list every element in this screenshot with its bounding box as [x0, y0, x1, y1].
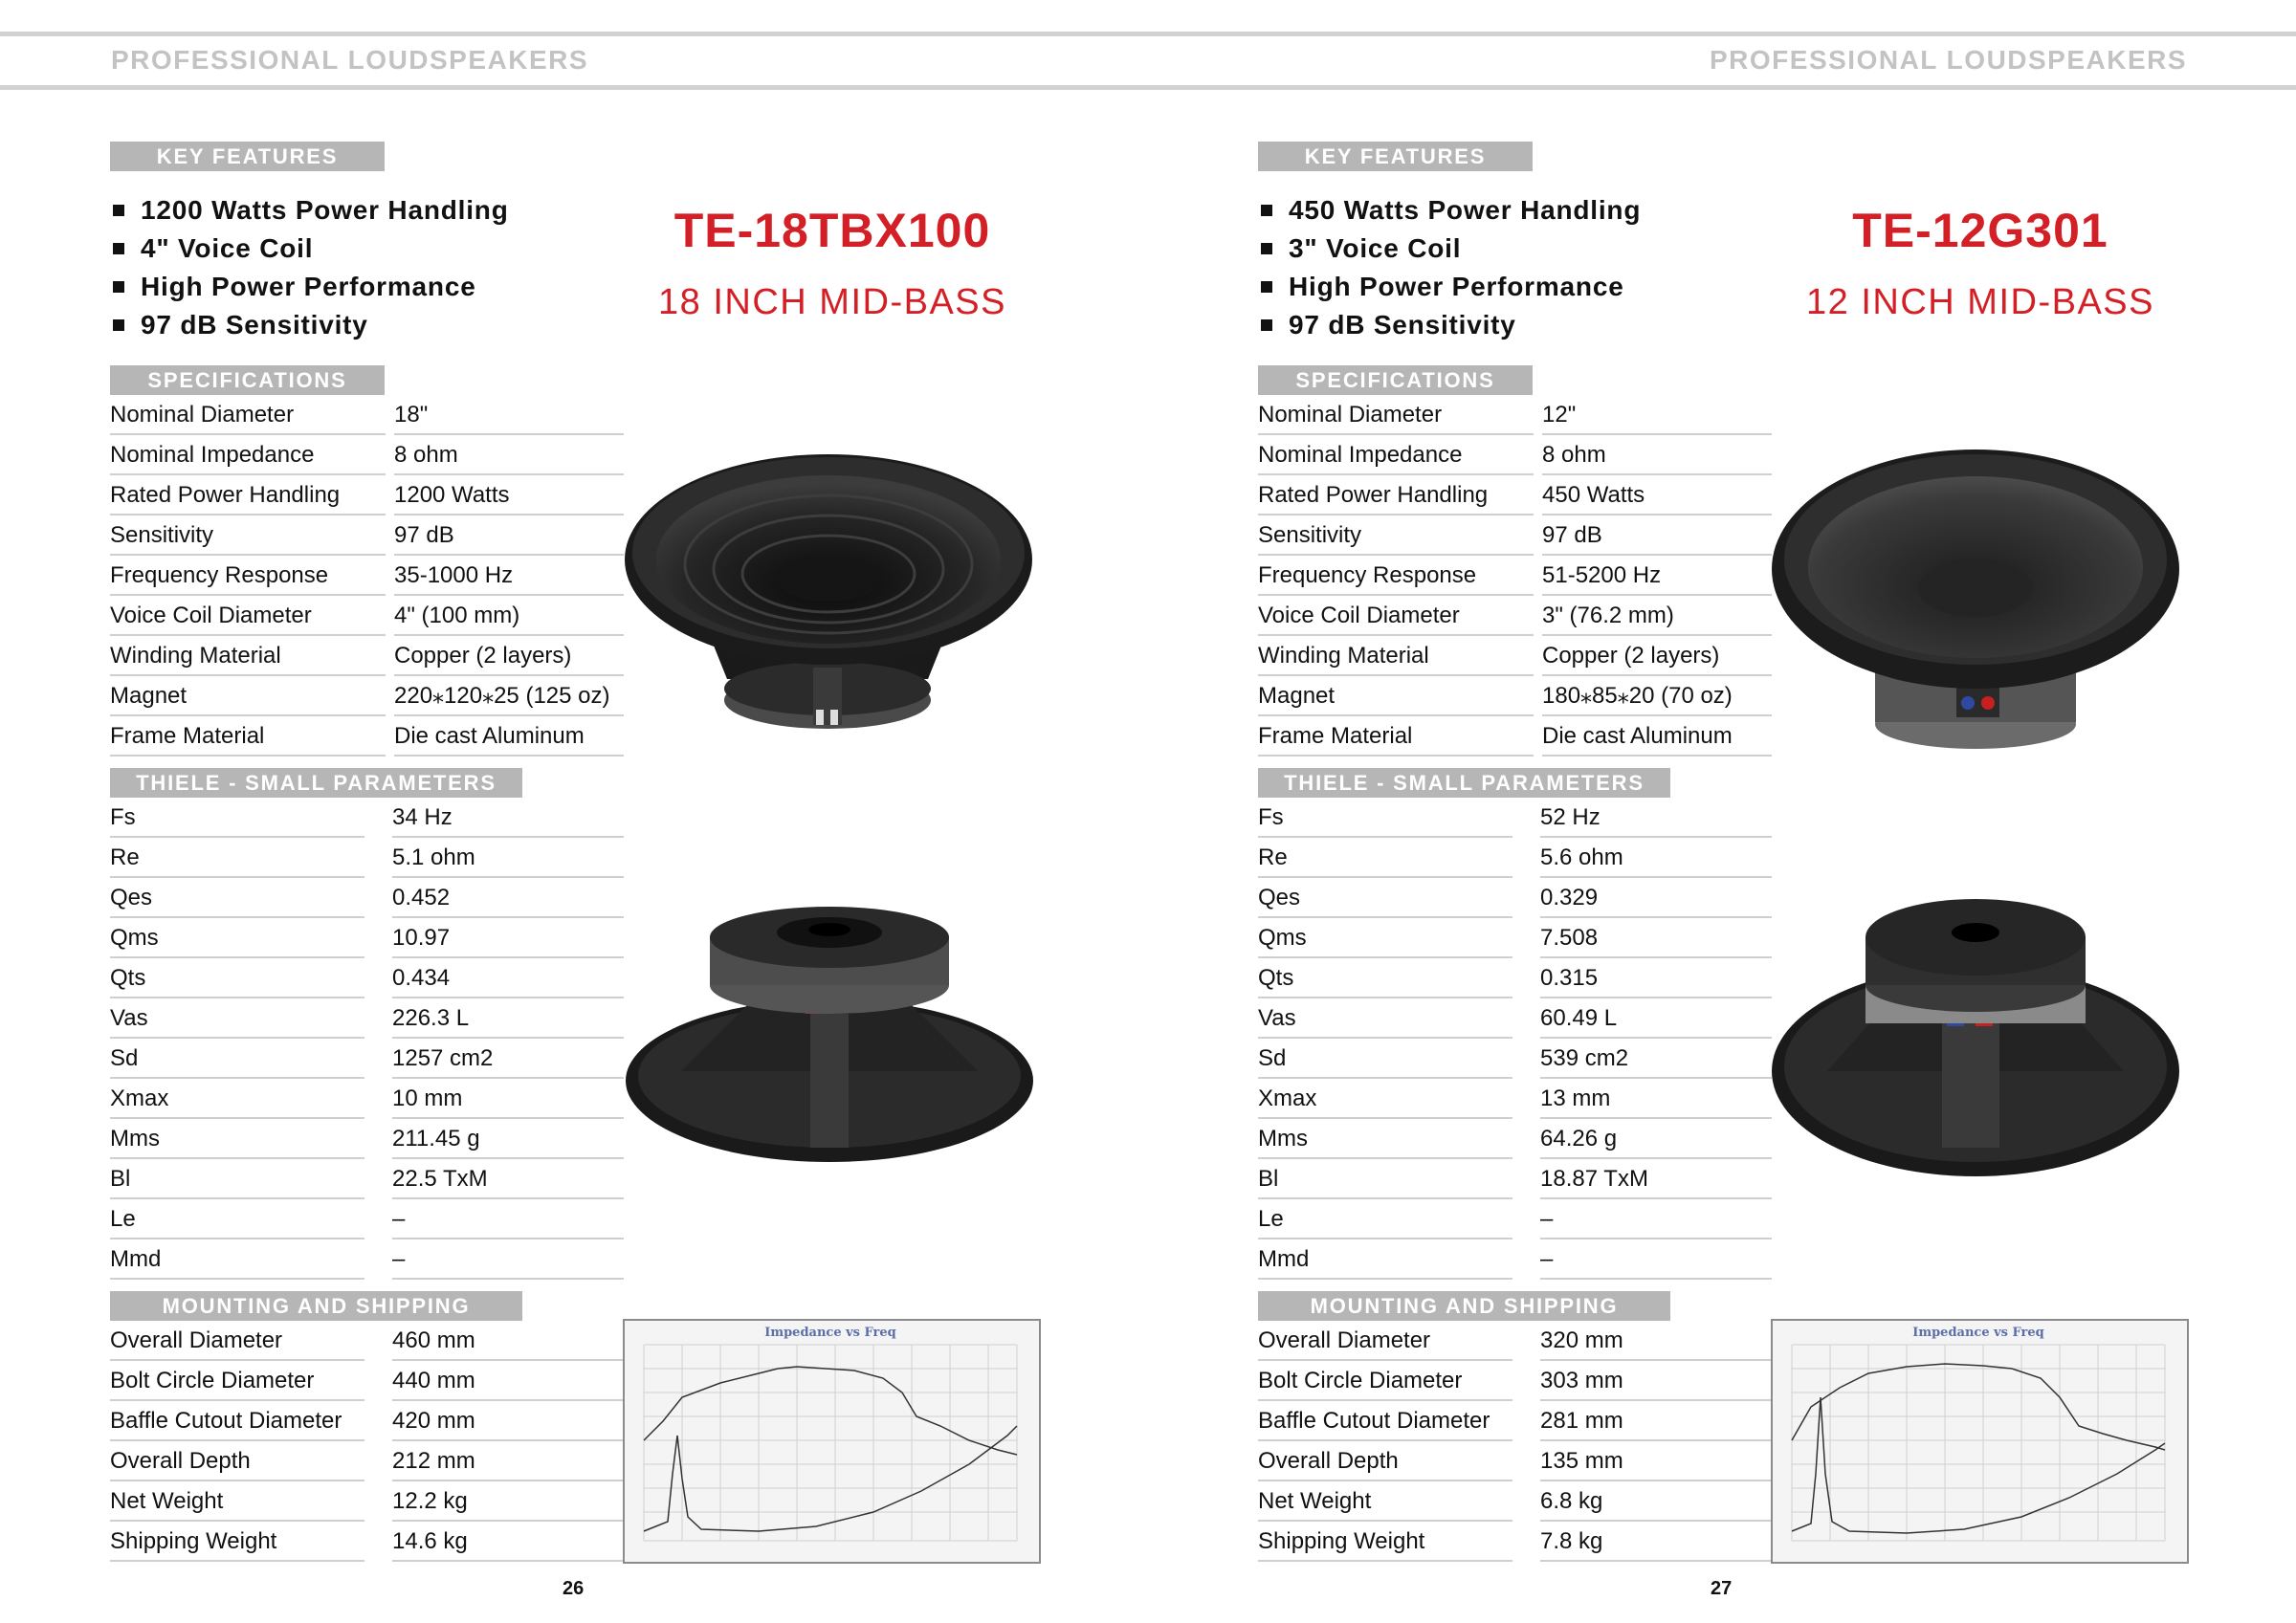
- graph-title: Impedance vs Freq: [764, 1326, 896, 1340]
- speaker-front-photo: [1770, 445, 2181, 756]
- table-row: [1258, 998, 1772, 1038]
- running-head-left: PROFESSIONAL LOUDSPEAKERS: [111, 45, 589, 75]
- param-value: 13 mm: [1540, 1078, 1772, 1119]
- feature-item: [1258, 191, 1794, 230]
- table-row: [110, 474, 624, 515]
- spec-label: Nominal Impedance: [110, 434, 386, 475]
- bullet-icon: [113, 319, 124, 331]
- param-value: 1257 cm2: [392, 1038, 624, 1079]
- param-label: Re: [1258, 837, 1512, 878]
- key-features-header: KEY FEATURES: [110, 142, 385, 171]
- spec-value: 18": [394, 394, 624, 435]
- spec-value: 3" (76.2 mm): [1542, 595, 1772, 636]
- param-label: Le: [110, 1198, 364, 1239]
- table-row: [110, 1038, 624, 1078]
- table-row: [110, 917, 624, 957]
- table-row: [1258, 877, 1772, 917]
- table-row: [1258, 1480, 1772, 1521]
- table-row: [1258, 797, 1772, 837]
- table-row: [1258, 555, 1772, 595]
- thiele-small-header: THIELE - SMALL PARAMETERS: [1258, 768, 1670, 798]
- param-value: 22.5 TxM: [392, 1158, 624, 1199]
- feature-item: [1258, 306, 1794, 344]
- mount-label: Overall Depth: [1258, 1440, 1512, 1481]
- spec-value: 8 ohm: [1542, 434, 1772, 475]
- param-label: Mmd: [1258, 1239, 1512, 1280]
- table-row: [110, 1360, 624, 1400]
- page-number: 27: [1711, 1578, 1733, 1599]
- thiele-small-table: [1258, 797, 1772, 1279]
- spec-label: Rated Power Handling: [1258, 474, 1534, 515]
- param-value: 5.1 ohm: [392, 837, 624, 878]
- spec-label: Frame Material: [110, 715, 386, 757]
- spec-label: Magnet: [1258, 675, 1534, 716]
- bullet-icon: [1261, 281, 1272, 293]
- table-row: [1258, 675, 1772, 715]
- spec-label: Voice Coil Diameter: [1258, 595, 1534, 636]
- bullet-icon: [113, 281, 124, 293]
- spec-value: Die cast Aluminum: [394, 715, 624, 757]
- impedance-graph-svg: [625, 1321, 1039, 1562]
- features-list: [1258, 191, 1794, 344]
- mount-label: Shipping Weight: [1258, 1521, 1512, 1562]
- mounting-table: [110, 1320, 624, 1561]
- running-head-right: PROFESSIONAL LOUDSPEAKERS: [1710, 45, 2188, 75]
- impedance-graph: [1771, 1319, 2189, 1564]
- specifications-header: SPECIFICATIONS: [110, 365, 385, 395]
- mount-label: Baffle Cutout Diameter: [110, 1400, 364, 1441]
- param-label: Qes: [1258, 877, 1512, 918]
- table-row: [110, 715, 624, 756]
- mount-label: Net Weight: [110, 1480, 364, 1522]
- feature-text: High Power Performance: [141, 272, 476, 301]
- speaker-front-photo: [622, 450, 1035, 736]
- table-row: [110, 1078, 624, 1118]
- param-value: 10.97: [392, 917, 624, 958]
- table-row: [110, 1239, 624, 1279]
- spec-label: Voice Coil Diameter: [110, 595, 386, 636]
- mount-label: Overall Diameter: [110, 1320, 364, 1361]
- param-value: –: [1540, 1239, 1772, 1280]
- param-value: –: [392, 1198, 624, 1239]
- param-value: 0.329: [1540, 877, 1772, 918]
- spec-value: 97 dB: [394, 515, 624, 556]
- param-label: Fs: [1258, 797, 1512, 838]
- table-row: [110, 675, 624, 715]
- graph-title: Impedance vs Freq: [1912, 1326, 2044, 1340]
- spec-label: Rated Power Handling: [110, 474, 386, 515]
- param-label: Qes: [110, 877, 364, 918]
- feature-item: [110, 306, 646, 344]
- table-row: [1258, 1400, 1772, 1440]
- table-row: [110, 1118, 624, 1158]
- table-row: [110, 515, 624, 555]
- spec-value: 97 dB: [1542, 515, 1772, 556]
- table-row: [1258, 1158, 1772, 1198]
- table-row: [110, 1400, 624, 1440]
- specifications-table: [1258, 394, 1772, 756]
- table-row: [1258, 715, 1772, 756]
- spec-value: 180⁎85⁎20 (70 oz): [1542, 675, 1772, 716]
- mount-label: Overall Diameter: [1258, 1320, 1512, 1361]
- param-value: 64.26 g: [1540, 1118, 1772, 1159]
- thiele-small-table: [110, 797, 624, 1279]
- table-row: [1258, 595, 1772, 635]
- spec-label: Frequency Response: [1258, 555, 1534, 596]
- param-value: 226.3 L: [392, 998, 624, 1039]
- mount-value: 14.6 kg: [392, 1521, 624, 1562]
- param-label: Sd: [110, 1038, 364, 1079]
- mount-label: Overall Depth: [110, 1440, 364, 1481]
- param-label: Re: [110, 837, 364, 878]
- spec-label: Winding Material: [110, 635, 386, 676]
- speaker-rear-photo: [624, 880, 1035, 1167]
- mount-value: 460 mm: [392, 1320, 624, 1361]
- table-row: [1258, 635, 1772, 675]
- param-label: Xmax: [110, 1078, 364, 1119]
- param-value: 539 cm2: [1540, 1038, 1772, 1079]
- mount-value: 6.8 kg: [1540, 1480, 1772, 1522]
- impedance-graph-svg: [1773, 1321, 2187, 1562]
- param-label: Le: [1258, 1198, 1512, 1239]
- model-name: TE-18TBX100: [673, 204, 991, 257]
- table-row: [1258, 1360, 1772, 1400]
- param-value: 18.87 TxM: [1540, 1158, 1772, 1199]
- table-row: [110, 1480, 624, 1521]
- spec-value: 450 Watts: [1542, 474, 1772, 515]
- table-row: [1258, 1320, 1772, 1360]
- mounting-header: MOUNTING AND SHIPPING: [110, 1291, 522, 1321]
- param-value: 211.45 g: [392, 1118, 624, 1159]
- spec-label: Magnet: [110, 675, 386, 716]
- spec-label: Nominal Diameter: [110, 394, 386, 435]
- table-row: [110, 957, 624, 998]
- table-row: [1258, 1118, 1772, 1158]
- spec-value: Copper (2 layers): [394, 635, 624, 676]
- mount-label: Net Weight: [1258, 1480, 1512, 1522]
- spec-value: 4" (100 mm): [394, 595, 624, 636]
- param-value: –: [392, 1239, 624, 1280]
- feature-text: 450 Watts Power Handling: [1289, 195, 1642, 225]
- feature-text: 3" Voice Coil: [1289, 233, 1462, 263]
- model-subtitle: 12 INCH MID-BASS: [1806, 282, 2154, 322]
- param-label: Bl: [1258, 1158, 1512, 1199]
- table-row: [110, 555, 624, 595]
- param-label: Qms: [110, 917, 364, 958]
- spec-value: 8 ohm: [394, 434, 624, 475]
- specifications-table: [110, 394, 624, 756]
- key-features-header: KEY FEATURES: [1258, 142, 1533, 171]
- param-value: 0.315: [1540, 957, 1772, 998]
- spec-label: Nominal Impedance: [1258, 434, 1534, 475]
- param-label: Mms: [110, 1118, 364, 1159]
- param-value: 0.452: [392, 877, 624, 918]
- spec-value: 1200 Watts: [394, 474, 624, 515]
- feature-text: 4" Voice Coil: [141, 233, 314, 263]
- param-label: Sd: [1258, 1038, 1512, 1079]
- mount-value: 281 mm: [1540, 1400, 1772, 1441]
- spec-value: Copper (2 layers): [1542, 635, 1772, 676]
- param-value: –: [1540, 1198, 1772, 1239]
- speaker-rear-photo: [1770, 880, 2181, 1181]
- table-row: [1258, 1038, 1772, 1078]
- table-row: [1258, 1440, 1772, 1480]
- spec-value: Die cast Aluminum: [1542, 715, 1772, 757]
- mount-value: 420 mm: [392, 1400, 624, 1441]
- param-label: Bl: [110, 1158, 364, 1199]
- mount-value: 7.8 kg: [1540, 1521, 1772, 1562]
- table-row: [1258, 434, 1772, 474]
- param-label: Qts: [110, 957, 364, 998]
- param-label: Vas: [110, 998, 364, 1039]
- param-label: Qms: [1258, 917, 1512, 958]
- param-value: 0.434: [392, 957, 624, 998]
- page-number: 26: [563, 1578, 585, 1599]
- spec-value: 51-5200 Hz: [1542, 555, 1772, 596]
- table-row: [1258, 474, 1772, 515]
- mount-label: Baffle Cutout Diameter: [1258, 1400, 1512, 1441]
- spec-value: 35-1000 Hz: [394, 555, 624, 596]
- param-value: 7.508: [1540, 917, 1772, 958]
- spec-label: Nominal Diameter: [1258, 394, 1534, 435]
- mount-value: 320 mm: [1540, 1320, 1772, 1361]
- feature-item: [110, 191, 646, 230]
- model-name: TE-12G301: [1852, 204, 2108, 257]
- table-row: [110, 595, 624, 635]
- bullet-icon: [1261, 243, 1272, 254]
- param-label: Mmd: [110, 1239, 364, 1280]
- mount-value: 212 mm: [392, 1440, 624, 1481]
- spec-label: Sensitivity: [110, 515, 386, 556]
- feature-item: [1258, 268, 1794, 306]
- table-row: [110, 1198, 624, 1239]
- table-row: [1258, 957, 1772, 998]
- mount-value: 12.2 kg: [392, 1480, 624, 1522]
- table-row: [110, 998, 624, 1038]
- param-value: 5.6 ohm: [1540, 837, 1772, 878]
- table-row: [110, 1158, 624, 1198]
- feature-text: High Power Performance: [1289, 272, 1624, 301]
- feature-item: [110, 230, 646, 268]
- table-row: [1258, 837, 1772, 877]
- table-row: [110, 797, 624, 837]
- bullet-icon: [1261, 319, 1272, 331]
- bullet-icon: [113, 205, 124, 216]
- param-label: Fs: [110, 797, 364, 838]
- bullet-icon: [1261, 205, 1272, 216]
- spec-label: Frequency Response: [110, 555, 386, 596]
- table-row: [1258, 1078, 1772, 1118]
- spec-value: 12": [1542, 394, 1772, 435]
- features-list: [110, 191, 646, 344]
- mounting-header: MOUNTING AND SHIPPING: [1258, 1291, 1670, 1321]
- table-row: [1258, 394, 1772, 434]
- mount-value: 440 mm: [392, 1360, 624, 1401]
- table-row: [1258, 1198, 1772, 1239]
- feature-text: 97 dB Sensitivity: [1289, 310, 1516, 340]
- mount-value: 135 mm: [1540, 1440, 1772, 1481]
- feature-item: [1258, 230, 1794, 268]
- table-row: [110, 1521, 624, 1561]
- table-row: [110, 877, 624, 917]
- table-row: [1258, 515, 1772, 555]
- mount-value: 303 mm: [1540, 1360, 1772, 1401]
- mount-label: Bolt Circle Diameter: [110, 1360, 364, 1401]
- param-value: 60.49 L: [1540, 998, 1772, 1039]
- mount-label: Shipping Weight: [110, 1521, 364, 1562]
- specifications-header: SPECIFICATIONS: [1258, 365, 1533, 395]
- mount-label: Bolt Circle Diameter: [1258, 1360, 1512, 1401]
- param-value: 34 Hz: [392, 797, 624, 838]
- param-label: Mms: [1258, 1118, 1512, 1159]
- page-27: [1148, 0, 2296, 1623]
- mounting-table: [1258, 1320, 1772, 1561]
- feature-text: 1200 Watts Power Handling: [141, 195, 509, 225]
- table-row: [110, 1320, 624, 1360]
- table-row: [110, 394, 624, 434]
- param-value: 10 mm: [392, 1078, 624, 1119]
- model-subtitle: 18 INCH MID-BASS: [658, 282, 1006, 322]
- table-row: [1258, 1239, 1772, 1279]
- feature-item: [110, 268, 646, 306]
- spec-label: Sensitivity: [1258, 515, 1534, 556]
- table-row: [110, 434, 624, 474]
- param-label: Xmax: [1258, 1078, 1512, 1119]
- feature-text: 97 dB Sensitivity: [141, 310, 368, 340]
- param-label: Qts: [1258, 957, 1512, 998]
- param-label: Vas: [1258, 998, 1512, 1039]
- impedance-graph: [623, 1319, 1041, 1564]
- spec-label: Frame Material: [1258, 715, 1534, 757]
- table-row: [1258, 1521, 1772, 1561]
- param-value: 52 Hz: [1540, 797, 1772, 838]
- table-row: [110, 837, 624, 877]
- bullet-icon: [113, 243, 124, 254]
- spec-label: Winding Material: [1258, 635, 1534, 676]
- table-row: [110, 1440, 624, 1480]
- table-row: [1258, 917, 1772, 957]
- thiele-small-header: THIELE - SMALL PARAMETERS: [110, 768, 522, 798]
- spec-value: 220⁎120⁎25 (125 oz): [394, 675, 624, 716]
- table-row: [110, 635, 624, 675]
